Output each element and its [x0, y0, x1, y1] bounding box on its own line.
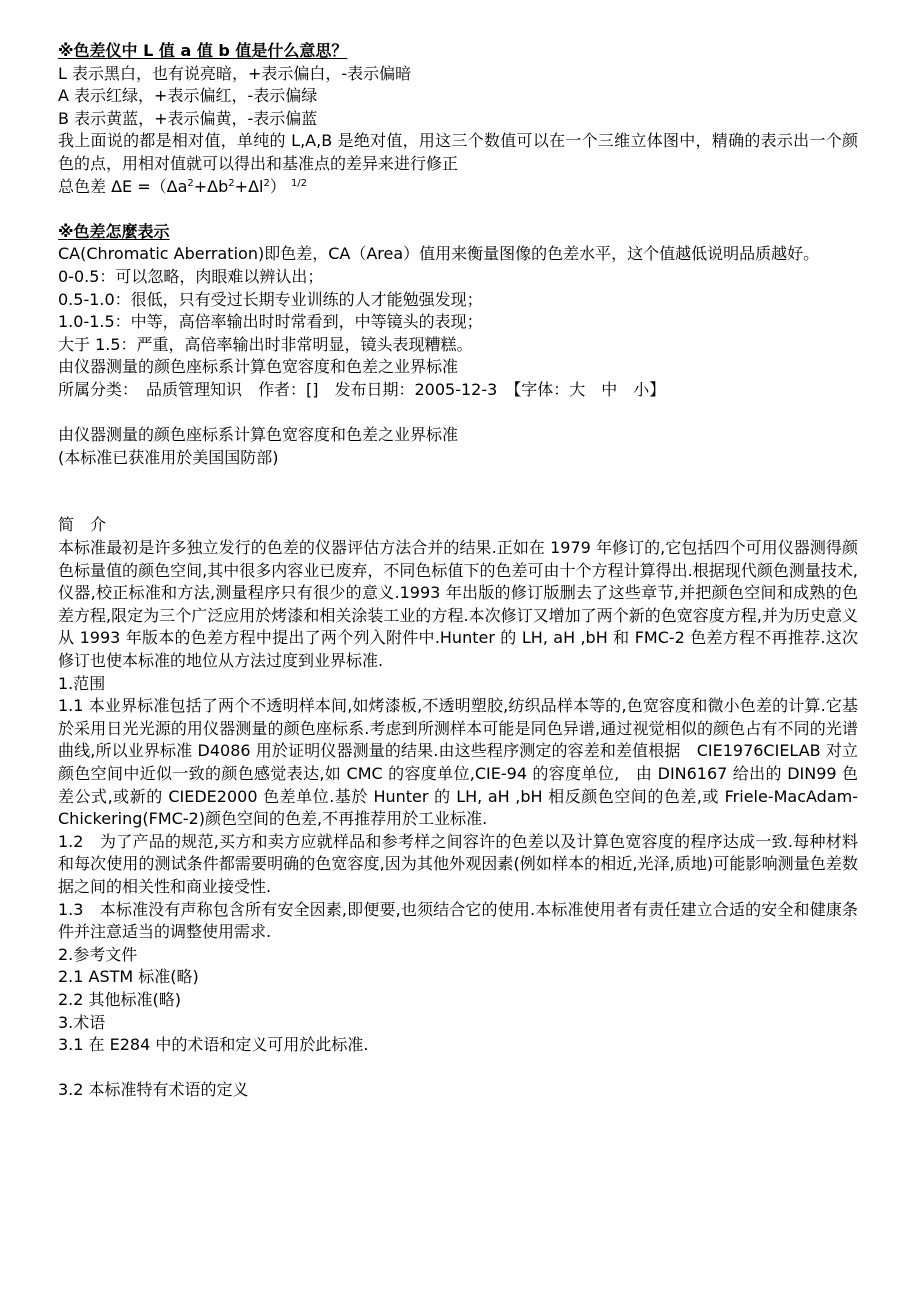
scope-1-2: 1.2 为了产品的规范,买方和卖方应就样品和参考样之间容许的色差以及计算色宽容度的程序达成一致.每种材料和每次使用的测试条件都需要明确的色宽容度,因为其他外观因素(例如样本的相近,光泽,质地)可能影响测量色差数据之间的相关性和商业接受性. — [58, 831, 858, 896]
section-heading-lab-values: ※色差仪中 L 值 a 值 b 值是什么意思？ — [58, 41, 348, 60]
level-item: 1.0-1.5：中等，高倍率输出时时常看到，中等镜头的表现； — [58, 312, 483, 332]
standard-subtitle: (本标准已获准用於美国国防部) — [58, 447, 279, 467]
document-page — [58, 40, 858, 1102]
chromatic-aberration-intro: CA(Chromatic Aberration)即色差，CA（Area）值用来衡量图像的色差水平，这个值越低说明品质越好。 — [58, 244, 820, 264]
term-3-2: 3.2 本标准特有术语的定义 — [58, 1080, 249, 1100]
spacer — [58, 469, 858, 492]
intro-heading: 简 介 — [58, 515, 107, 535]
term-3-1: 3.1 在 E284 中的术语和定义可用於此标准. — [58, 1035, 369, 1055]
formula-sup-1: 2 — [187, 177, 194, 189]
l-value-description: L 表示黑白，也有说亮暗，+表示偏白，-表示偏暗 — [58, 63, 412, 83]
formula-prefix: 总色差 ΔE =（Δa — [58, 176, 188, 196]
formula-part-3: +Δl — [234, 176, 264, 196]
formula-exponent: 1/2 — [290, 177, 308, 189]
article-title: 由仪器测量的颜色座标系计算色宽容度和色差之业界标准 — [58, 357, 459, 377]
scope-heading: 1.范围 — [58, 673, 106, 693]
a-value-description: A 表示红绿，+表示偏红，-表示偏绿 — [58, 86, 318, 106]
intro-body: 本标准最初是许多独立发行的色差的仪器评估方法合并的结果.正如在 1979 年修订的,它包括四个可用仪器测得颜色标量值的颜色空间,其中很多内容业已废弃，不同色标值下的色差可由十个方程计算得出.根据现代颜色测量技术,仪器,校正标准和方法,测量程序只有很少的意义.1993 年出版的修订版删去了这些章节,并把颜色空间和成熟的色差方程,限定为三个广泛应用於烤漆和相关涂装工业的方程.本次修订又增加了两个新的色宽容度方程,并为历史意义从 1993 年版本的色差方程中提出了两个列入附件中.Hunter 的 LH, aH ,bH 和 FMC-2 色差方程不再推荐.这次修订也使本标准的地位从方法过度到业界标准. — [58, 538, 858, 671]
spacer — [58, 198, 858, 221]
formula-close: ） — [269, 176, 286, 196]
terminology-heading: 3.术语 — [58, 1012, 106, 1032]
spacer — [58, 402, 858, 425]
b-value-description: B 表示黄蓝，+表示偏黄，-表示偏蓝 — [58, 108, 318, 128]
scope-1-3: 1.3 本标准没有声称包含所有安全因素,即便要,也须结合它的使用.本标准使用者有责任建立合适的安全和健康条件并注意适当的调整使用需求. — [58, 899, 858, 942]
level-item: 0.5-1.0：很低，只有受过长期专业训练的人才能勉强发现； — [58, 289, 483, 309]
total-color-difference-formula — [58, 176, 858, 199]
reference-2-1: 2.1 ASTM 标准(略) — [58, 967, 199, 987]
formula-sup-3: 2 — [263, 177, 270, 189]
relative-value-explanation: 我上面说的都是相对值，单纯的 L,A,B 是绝对值，用这三个数值可以在一个三维立体图中，精确的表示出一个颜色的点，用相对值就可以得出和基准点的差异来进行修正 — [58, 131, 858, 173]
level-item: 大于 1.5：严重，高倍率输出时非常明显，镜头表现糟糕。 — [58, 334, 473, 354]
section-heading-how-expressed: ※色差怎麼表示 — [58, 221, 170, 241]
formula-part-2: +Δb — [193, 176, 229, 196]
spacer — [58, 1057, 858, 1080]
scope-1-1: 1.1 本业界标准包括了两个不透明样本间,如烤漆板,不透明塑胶,纺织品样本等的,色宽容度和微小色差的计算.它基於采用日光光源的用仪器测量的颜色座标系.考虑到所测样本可能是同色异谱,通过视觉相似的颜色占有不同的光谱曲线,所以业界标准 D4086 用於证明仪器测量的结果.由这些程序测定的容差和差值根据 CIE1976CIELAB 对立颜色空间中近似一致的颜色感觉表达,如 CMC 的容度单位,CIE-94 的容度单位, 由 DIN6167 给出的 DIN99 色差公式,或新的 CIEDE2000 色差单位.基於 Hunter 的 LH, aH ,bH 相反颜色空间的色差,或 Friele-MacAdam-Chickering(FMC-2)颜色空间的色差,不再推荐用於工业标准. — [58, 696, 858, 829]
article-meta: 所属分类： 品质管理知识 作者：[] 发布日期：2005-12-3 【字体：大 中 小】 — [58, 379, 666, 399]
standard-title: 由仪器测量的颜色座标系计算色宽容度和色差之业界标准 — [58, 425, 459, 445]
level-item: 0-0.5：可以忽略，肉眼难以辨认出； — [58, 266, 324, 286]
formula-sup-2: 2 — [228, 177, 235, 189]
references-heading: 2.参考文件 — [58, 944, 138, 964]
reference-2-2: 2.2 其他标准(略) — [58, 989, 182, 1009]
spacer — [58, 492, 858, 515]
